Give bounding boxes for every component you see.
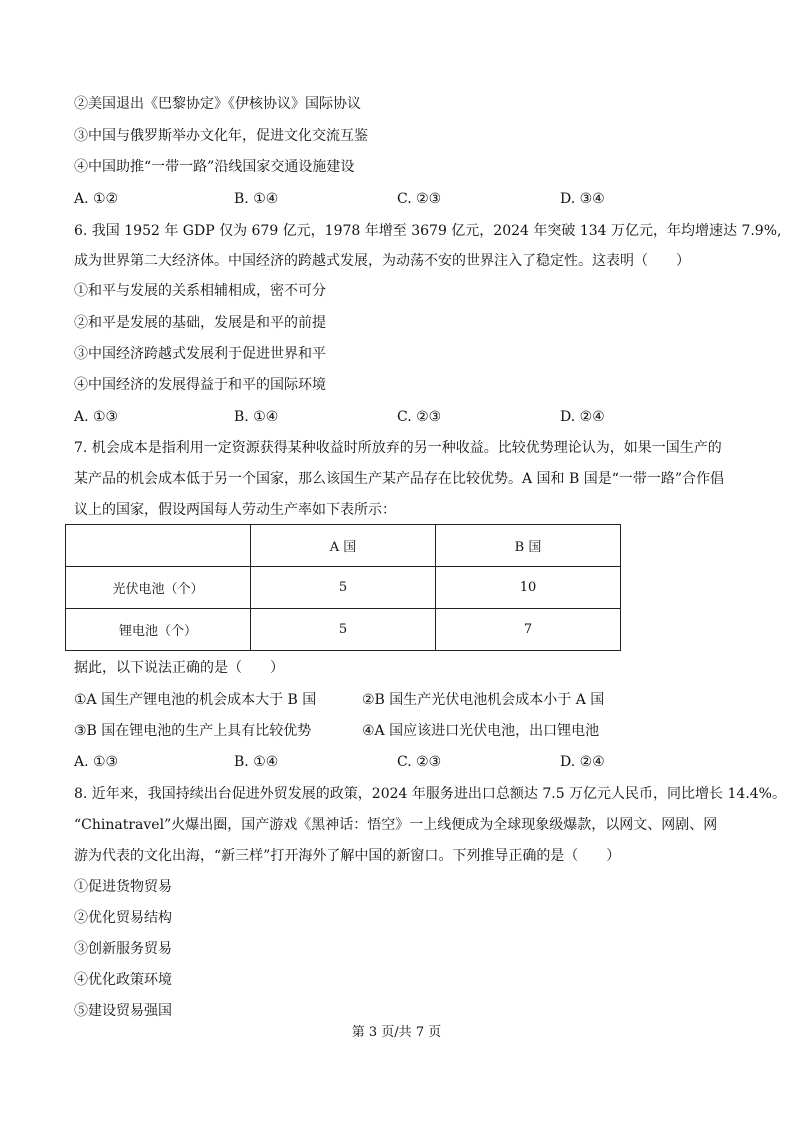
table-row-label: 光伏电池（个） bbox=[66, 567, 251, 609]
q6-option-b[interactable]: B. ①④ bbox=[234, 409, 279, 425]
q6-option-c[interactable]: C. ②③ bbox=[397, 409, 442, 425]
q7-items-row-2 bbox=[74, 721, 734, 741]
q6-item-4: ④中国经济的发展得益于和平的国际环境 bbox=[74, 377, 326, 393]
q7-options bbox=[74, 752, 734, 772]
table-cell: 10 bbox=[436, 567, 621, 609]
page-footer: 第 3 页/共 7 页 bbox=[351, 1025, 442, 1040]
q5-options bbox=[74, 189, 734, 209]
q5-option-d[interactable]: D. ③④ bbox=[560, 191, 605, 207]
q8-stem-line-1: 8. 近年来，我国持续出台促进外贸发展的政策，2024 年服务进出口总额达 7.5 万亿元人民币，同比增长 14.4%。 bbox=[74, 786, 786, 802]
q5-item-2: ②美国退出《巴黎协定》《伊核协议》国际协议 bbox=[74, 96, 361, 112]
q7-stem-line-2: 某产品的机会成本低于另一个国家，那么该国生产某产品存在比较优势。A 国和 B 国是“一带一路”合作倡 bbox=[74, 471, 725, 487]
q8-item-2: ②优化贸易结构 bbox=[74, 910, 172, 926]
table-header-cell bbox=[66, 525, 251, 567]
table-header-cell: A 国 bbox=[251, 525, 436, 567]
table-cell: 5 bbox=[251, 609, 436, 651]
q8-item-4: ④优化政策环境 bbox=[74, 972, 172, 988]
table-cell: 7 bbox=[436, 609, 621, 651]
table-header-cell: B 国 bbox=[436, 525, 621, 567]
q7-question: 据此，以下说法正确的是（ ） bbox=[74, 660, 284, 676]
q7-items-row-1 bbox=[74, 690, 734, 710]
q6-option-a[interactable]: A. ①③ bbox=[74, 409, 119, 425]
q6-item-3: ③中国经济跨越式发展利于促进世界和平 bbox=[74, 346, 326, 362]
q7-item-1: ①A 国生产锂电池的机会成本大于 B 国 bbox=[74, 692, 317, 708]
q7-option-d[interactable]: D. ②④ bbox=[560, 754, 605, 770]
q6-stem-line-1: 6. 我国 1952 年 GDP 仅为 679 亿元，1978 年增至 3679 亿元，2024 年突破 134 万亿元，年均增速达 7.9%, bbox=[74, 223, 782, 239]
q7-option-b[interactable]: B. ①④ bbox=[234, 754, 279, 770]
q8-item-5: ⑤建设贸易强国 bbox=[74, 1003, 172, 1019]
q7-stem-line-3: 议上的国家，假设两国每人劳动生产率如下表所示： bbox=[74, 502, 396, 518]
q7-option-c[interactable]: C. ②③ bbox=[397, 754, 442, 770]
table-cell: 5 bbox=[251, 567, 436, 609]
q6-stem-line-2: 成为世界第二大经济体。中国经济的跨越式发展，为动荡不安的世界注入了稳定性。这表明（ ） bbox=[74, 253, 690, 269]
q7-item-2: ②B 国生产光伏电池机会成本小于 A 国 bbox=[362, 692, 605, 708]
q7-item-4: ④A 国应该进口光伏电池，出口锂电池 bbox=[362, 723, 600, 739]
q8-stem-line-2: “Chinatravel”火爆出圈，国产游戏《黑神话：悟空》一上线便成为全球现象级爆款，以网文、网剧、网 bbox=[74, 817, 718, 833]
table-row bbox=[66, 609, 621, 651]
productivity-table bbox=[65, 524, 621, 651]
q5-item-4: ④中国助推“一带一路”沿线国家交通设施建设 bbox=[74, 159, 355, 175]
q7-item-3: ③B 国在锂电池的生产上具有比较优势 bbox=[74, 723, 312, 739]
q5-item-3: ③中国与俄罗斯举办文化年，促进文化交流互鉴 bbox=[74, 128, 368, 144]
q5-option-c[interactable]: C. ②③ bbox=[397, 191, 442, 207]
q8-item-1: ①促进货物贸易 bbox=[74, 879, 172, 895]
q7-stem-line-1: 7. 机会成本是指利用一定资源获得某种收益时所放弃的另一种收益。比较优势理论认为，如果一国生产的 bbox=[74, 440, 722, 456]
table-row-label: 锂电池（个） bbox=[66, 609, 251, 651]
q6-item-1: ①和平与发展的关系相辅相成，密不可分 bbox=[74, 283, 326, 299]
q5-option-a[interactable]: A. ①② bbox=[74, 191, 119, 207]
q8-stem-line-3: 游为代表的文化出海，“新三样”打开海外了解中国的新窗口。下列推导正确的是（ ） bbox=[74, 848, 621, 864]
q6-option-d[interactable]: D. ②④ bbox=[560, 409, 605, 425]
q6-item-2: ②和平是发展的基础，发展是和平的前提 bbox=[74, 315, 326, 331]
q6-options bbox=[74, 407, 734, 427]
q8-item-3: ③创新服务贸易 bbox=[74, 941, 172, 957]
table-row bbox=[66, 567, 621, 609]
q7-option-a[interactable]: A. ①③ bbox=[74, 754, 119, 770]
q5-option-b[interactable]: B. ①④ bbox=[234, 191, 279, 207]
table-header-row bbox=[66, 525, 621, 567]
